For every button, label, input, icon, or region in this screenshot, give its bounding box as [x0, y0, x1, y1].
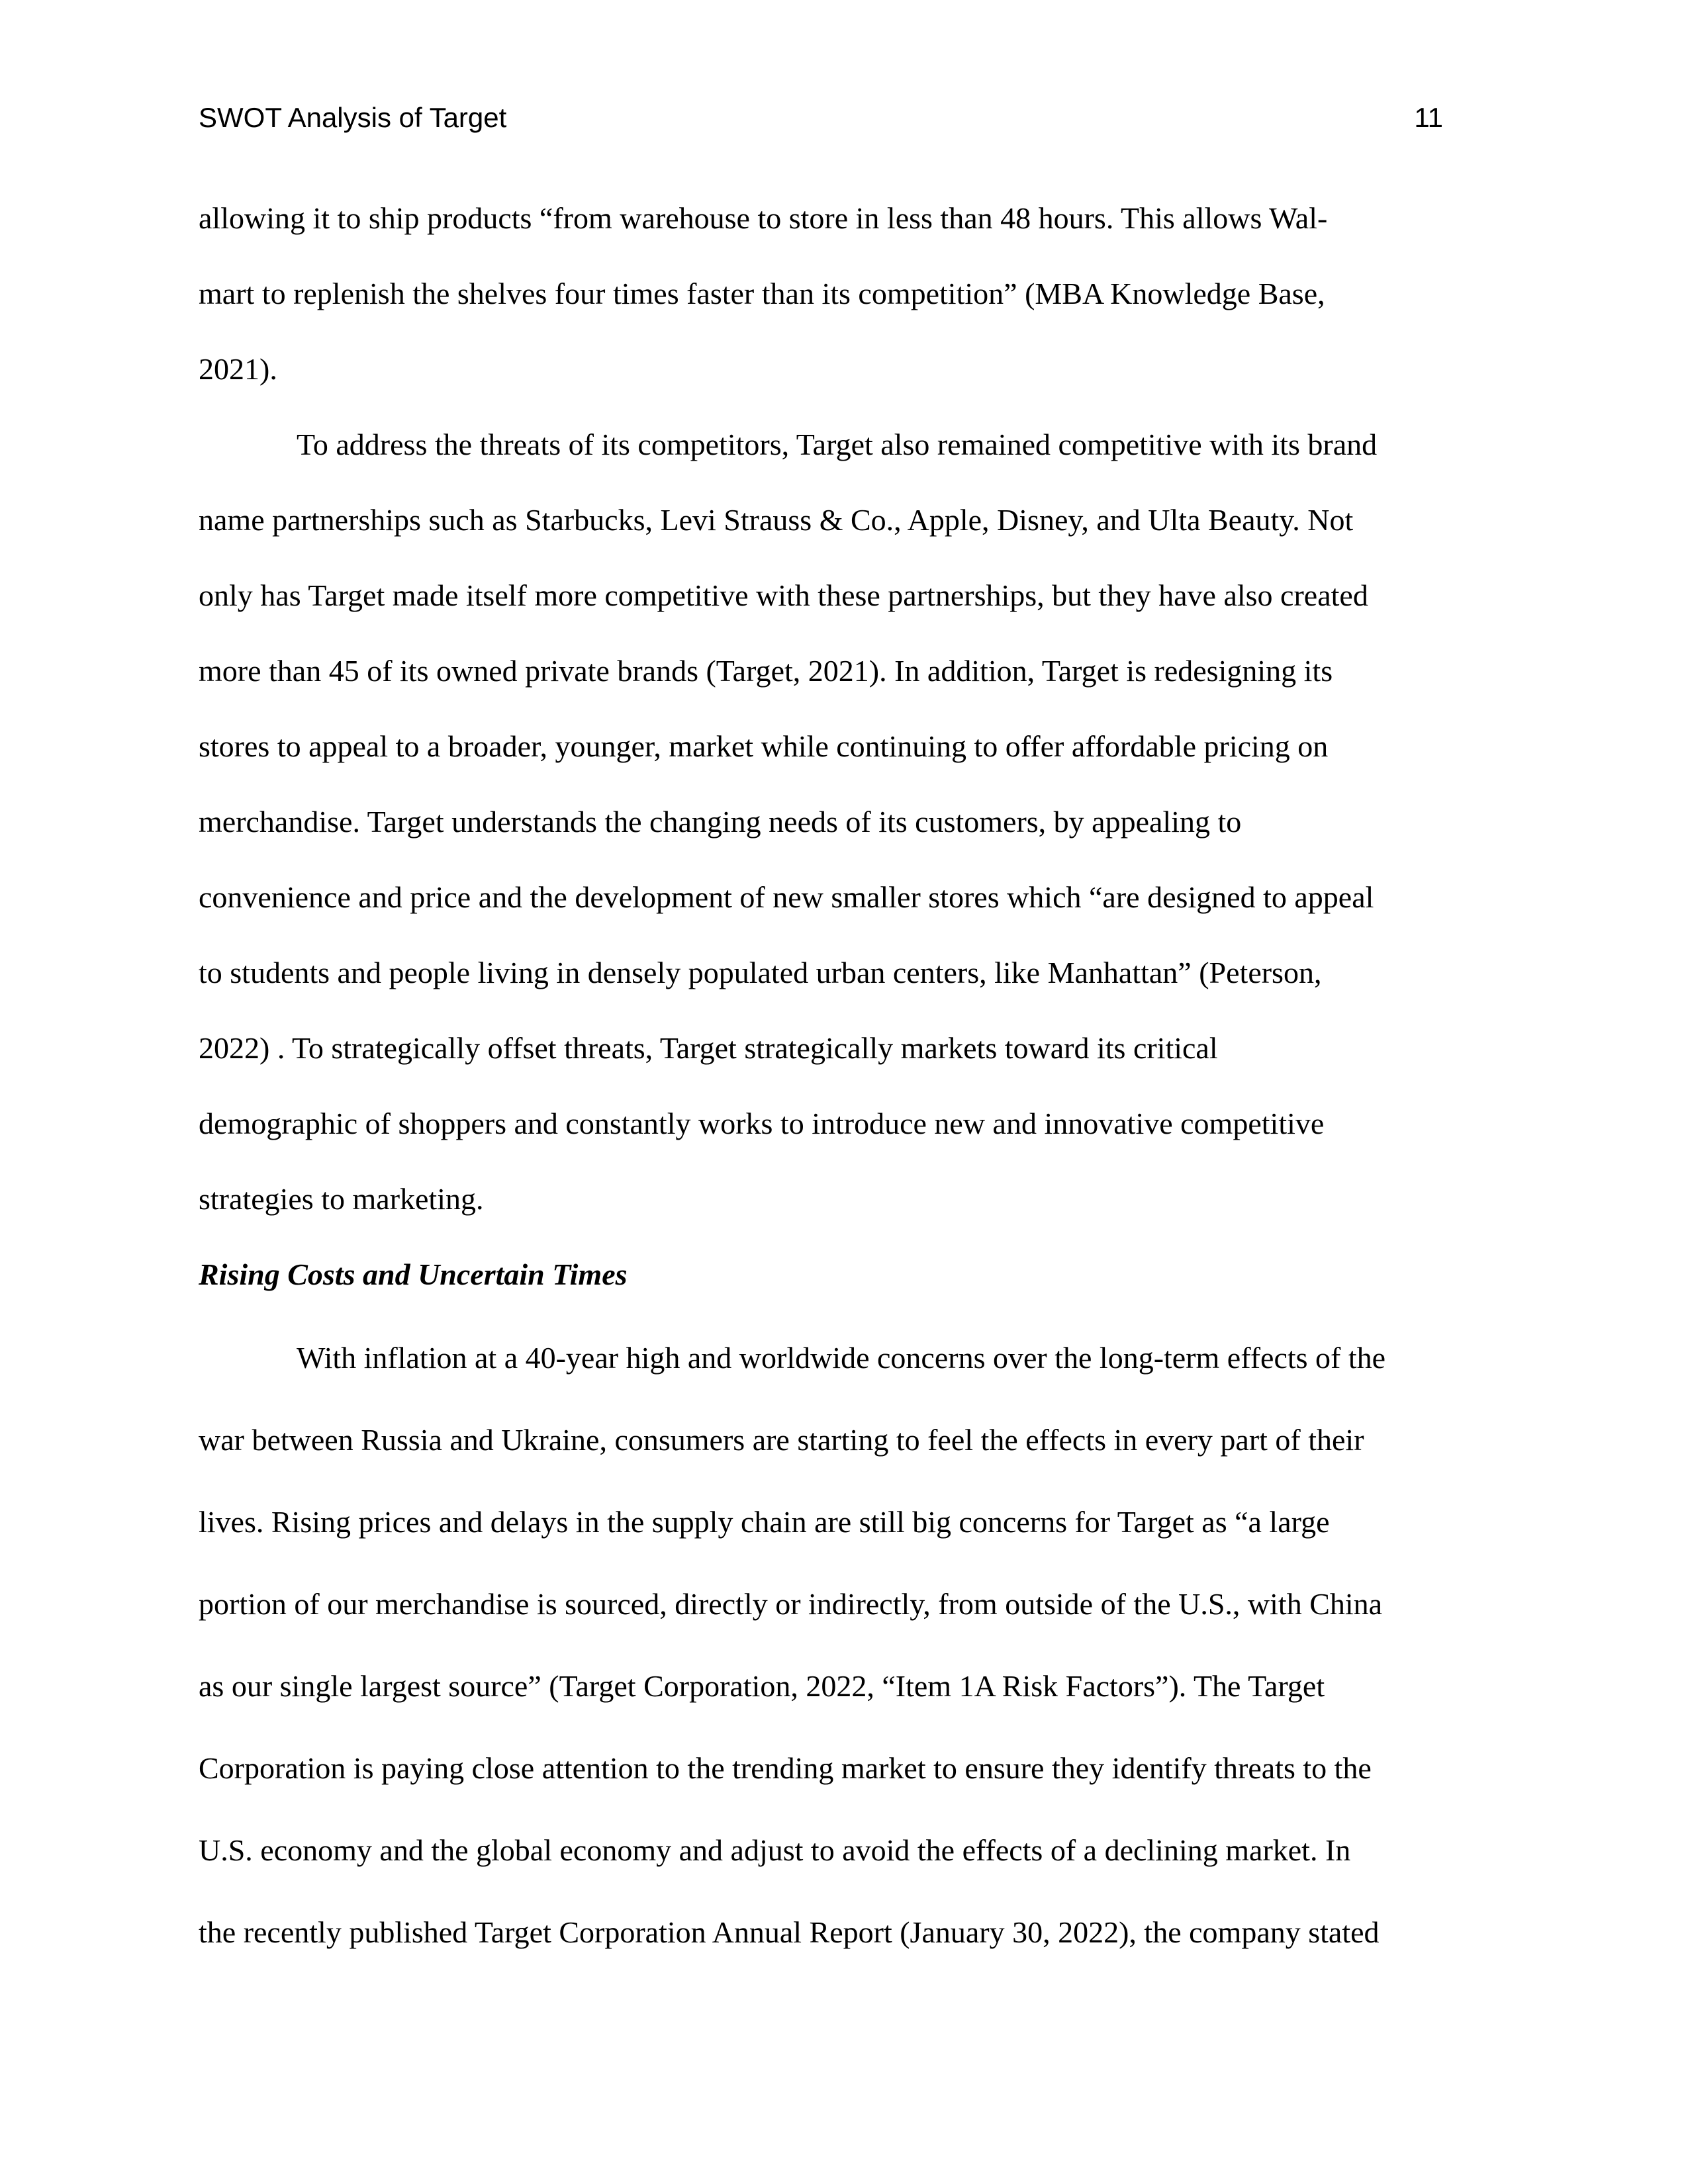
body-text-line: 2022) . To strategically offset threats, Target strategically markets toward its critical [199, 1031, 1218, 1065]
body-text-line: name partnerships such as Starbucks, Levi Strauss & Co., Apple, Disney, and Ulta Beauty. Not [199, 503, 1354, 537]
body-text-line: convenience and price and the development of new smaller stores which “are designed to appeal [199, 880, 1374, 914]
body-text-line: merchandise. Target understands the changing needs of its customers, by appealing to [199, 805, 1242, 839]
body-text-line: lives. Rising prices and delays in the supply chain are still big concerns for Target as “a large [199, 1505, 1330, 1539]
body-text-line: 2021). [199, 352, 277, 386]
page-number: 11 [1414, 102, 1443, 133]
body-text-line: mart to replenish the shelves four times faster than its competition” (MBA Knowledge Base, [199, 277, 1325, 310]
body-text-line: as our single largest source” (Target Corporation, 2022, “Item 1A Risk Factors”). The Target [199, 1669, 1325, 1703]
running-head [199, 98, 1443, 138]
paragraph-first-line: With inflation at a 40-year high and worldwide concerns over the long-term effects of the [297, 1341, 1386, 1375]
body-text-line: to students and people living in densely populated urban centers, like Manhattan” (Peterson, [199, 956, 1322, 989]
body-text-line: U.S. economy and the global economy and adjust to avoid the effects of a declining market. In [199, 1833, 1351, 1867]
body-text-line: stores to appeal to a broader, younger, market while continuing to offer affordable pricing on [199, 729, 1329, 763]
body-text-line: allowing it to ship products “from warehouse to store in less than 48 hours. This allows Wal- [199, 201, 1328, 235]
paragraph-first-line: To address the threats of its competitors, Target also remained competitive with its brand [297, 428, 1378, 461]
body-text-line: the recently published Target Corporation Annual Report (January 30, 2022), the company stated [199, 1915, 1380, 1949]
body-text-line: demographic of shoppers and constantly works to introduce new and innovative competitive [199, 1107, 1325, 1140]
body-text-line: portion of our merchandise is sourced, directly or indirectly, from outside of the U.S., with China [199, 1587, 1383, 1621]
body-text-line: only has Target made itself more competitive with these partnerships, but they have also created [199, 578, 1368, 612]
body-text-line: strategies to marketing. [199, 1182, 484, 1216]
body-text-line: more than 45 of its owned private brands (Target, 2021). In addition, Target is redesigning its [199, 654, 1333, 688]
running-head-title: SWOT Analysis of Target [199, 102, 507, 133]
section-heading: Rising Costs and Uncertain Times [199, 1257, 628, 1291]
body-text-line: war between Russia and Ukraine, consumers are starting to feel the effects in every part of their [199, 1423, 1364, 1457]
body-text-line: Corporation is paying close attention to the trending market to ensure they identify threats to the [199, 1751, 1372, 1785]
